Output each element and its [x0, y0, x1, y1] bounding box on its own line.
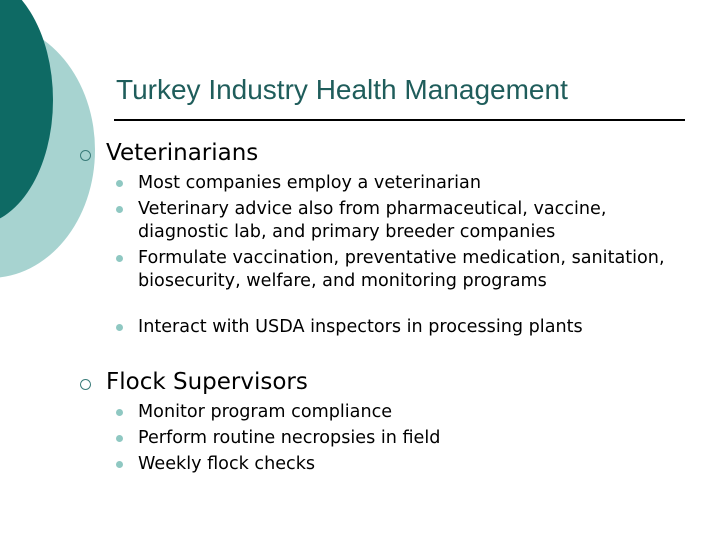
- dot-bullet-icon: [116, 206, 123, 213]
- dot-bullet-icon: [116, 409, 123, 416]
- list-item: Veterinary advice also from pharmaceutical, vaccine, diagnostic lab, and primary breeder companies: [138, 199, 607, 242]
- dot-bullet-icon: [116, 435, 123, 442]
- section-heading: Veterinarians: [106, 140, 259, 166]
- dot-bullet-icon: [116, 180, 123, 187]
- slide-title: Turkey Industry Health Management: [116, 74, 568, 105]
- list-item: Perform routine necropsies in field: [138, 428, 441, 448]
- circle-bullet-icon: [80, 150, 91, 161]
- dot-bullet-icon: [116, 461, 123, 468]
- dot-bullet-icon: [116, 324, 123, 331]
- list-item: Interact with USDA inspectors in processing plants: [138, 317, 583, 337]
- dot-bullet-icon: [116, 255, 123, 262]
- circle-bullet-icon: [80, 379, 91, 390]
- section-heading: Flock Supervisors: [106, 369, 308, 395]
- list-item: Monitor program compliance: [138, 402, 393, 422]
- title-divider: [114, 119, 685, 121]
- list-item: Weekly flock checks: [138, 454, 316, 474]
- list-item: Formulate vaccination, preventative medication, sanitation, biosecurity, welfare, and monitoring programs: [138, 248, 665, 291]
- list-item: Most companies employ a veterinarian: [138, 173, 481, 193]
- corner-decoration: [0, 0, 120, 300]
